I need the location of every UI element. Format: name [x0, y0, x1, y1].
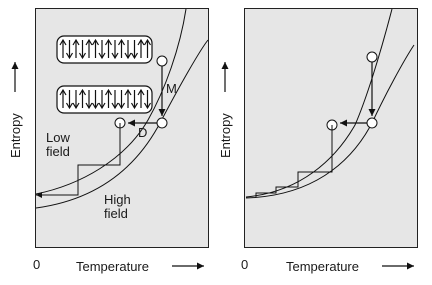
right-state-point-top	[367, 52, 377, 62]
right-x-axis-label: Temperature	[286, 259, 359, 274]
spin-box-ordered	[57, 86, 152, 113]
right-origin-label: 0	[241, 257, 249, 272]
left-origin-label: 0	[33, 257, 41, 272]
left-x-axis-label: Temperature	[76, 259, 149, 274]
high-field-curve-label: High field	[104, 192, 131, 221]
right-low-field-curve	[246, 9, 392, 197]
left-state-point-top	[157, 56, 167, 66]
low-field-curve-label: Low field	[46, 130, 70, 159]
left-state-point-right	[157, 118, 167, 128]
right-state-point-right	[367, 118, 377, 128]
demagnetization-step-label: D	[138, 125, 148, 140]
magnetization-step-label: M	[166, 81, 177, 96]
spin-box-disordered	[57, 36, 152, 63]
right-staircase-steps	[256, 125, 332, 197]
left-y-axis-label: Entropy	[8, 113, 23, 158]
right-y-axis-label: Entropy	[218, 113, 233, 158]
